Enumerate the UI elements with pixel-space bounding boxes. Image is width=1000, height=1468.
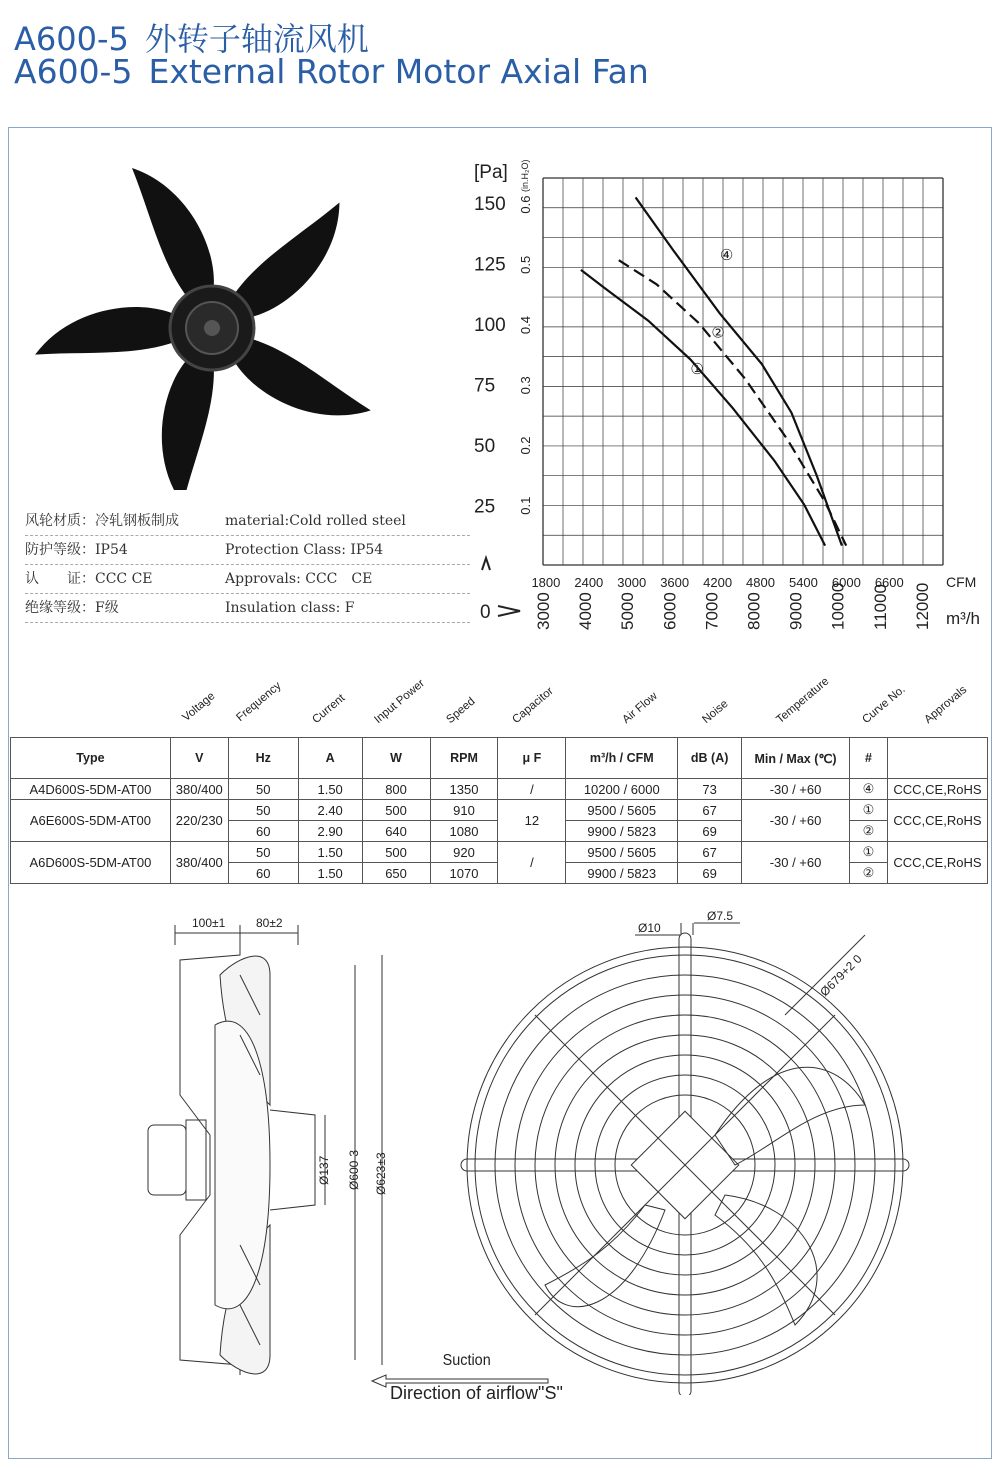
fan-photo (30, 160, 380, 490)
cell-type: A6D600S-5DM-AT00 (11, 842, 171, 884)
cell-db: 67 (678, 800, 742, 821)
unit-uf: μ F (498, 738, 566, 779)
cell-a: 1.50 (298, 863, 362, 884)
cell-appr: CCC,CE,RoHS (887, 842, 987, 884)
series-label: ④ (719, 247, 734, 265)
unit-hz: Hz (228, 738, 298, 779)
cell-rpm: 910 (430, 800, 498, 821)
x-m3h-tick-label: 5000 (618, 592, 638, 630)
x-m3h-tick-label: 12000 (912, 582, 932, 630)
y2-tick-label: 0.6 (518, 195, 533, 214)
unit-temp: Min / Max (℃) (742, 738, 850, 779)
cell-flow: 9500 / 5605 (566, 800, 678, 821)
header-speed: Speed (444, 695, 478, 726)
x-axis-arrow (498, 606, 520, 616)
x-m3h-tick-label: 9000 (786, 592, 806, 630)
x-m3h-tick-label: 8000 (744, 592, 764, 630)
cell-appr: CCC,CE,RoHS (887, 779, 987, 800)
airflow-label: Direction of airflow"S" (390, 1383, 563, 1403)
cell-w: 800 (362, 779, 430, 800)
cell-rpm: 920 (430, 842, 498, 863)
cell-curve: ② (849, 821, 887, 842)
unit-curve: # (849, 738, 887, 779)
unit-db: dB (A) (678, 738, 742, 779)
cell-a: 1.50 (298, 779, 362, 800)
dim-100: 100±1 (192, 916, 226, 930)
header-air-flow: Air Flow (620, 690, 660, 726)
y-tick-label: 0 (480, 602, 491, 623)
series-label: ② (711, 324, 725, 342)
dim-80: 80±2 (256, 916, 283, 930)
title-en: A600-5 External Rotor Motor Axial Fan (14, 52, 649, 91)
x-m3h-unit-label: m³/h (946, 609, 980, 628)
front-view-drawing (455, 905, 935, 1395)
header-capacitor: Capacitor (510, 685, 556, 726)
x-cfm-tick-label: 5400 (788, 575, 818, 590)
y2-tick-label: 0.4 (518, 316, 533, 335)
cell-rpm: 1080 (430, 821, 498, 842)
y-axis-arrow (482, 558, 490, 570)
x-cfm-tick-label: 3600 (660, 575, 690, 590)
y-tick-label: 150 (474, 194, 506, 216)
x-cfm-tick-label: 4800 (746, 575, 775, 590)
header-frequency: Frequency (234, 679, 284, 724)
header-curve-no: Curve No. (860, 683, 908, 726)
dim-137: Ø137 (317, 1155, 331, 1185)
cell-temp: -30 / +60 (742, 779, 850, 800)
cell-type: A4D600S-5DM-AT00 (11, 779, 171, 800)
cell-db: 69 (678, 821, 742, 842)
header-current: Current (310, 692, 348, 726)
cell-w: 500 (362, 842, 430, 863)
cell-appr: CCC,CE,RoHS (887, 800, 987, 842)
table-row (11, 800, 988, 821)
y-tick-label: 125 (474, 254, 506, 276)
unit-type: Type (11, 738, 171, 779)
table-row (11, 842, 988, 863)
spec-row-material: 风轮材质：冷轧钢板制成 material:Cold rolled steel (25, 507, 470, 536)
y2-tick-label: 0.2 (518, 436, 533, 455)
side-view-drawing (130, 905, 430, 1425)
x-cfm-tick-label: 2400 (574, 575, 604, 590)
series-label: ① (690, 360, 704, 378)
dim-10: Ø10 (638, 921, 661, 935)
cell-curve: ② (849, 863, 887, 884)
cell-cap: / (498, 779, 566, 800)
x-cfm-unit-label: CFM (946, 574, 977, 590)
y2-tick-label: 0.3 (518, 376, 533, 395)
y2-tick-label: 0.1 (518, 496, 533, 515)
header-input-power: Input Power (372, 677, 428, 726)
cell-a: 1.50 (298, 842, 362, 863)
dim-7-5: Ø7.5 (707, 909, 734, 923)
unit-flow: m³/h / CFM (566, 738, 678, 779)
cell-db: 69 (678, 863, 742, 884)
y-tick-label: 50 (474, 436, 496, 458)
x-m3h-tick-label: 6000 (660, 592, 680, 630)
y-tick-label: 25 (474, 496, 496, 518)
cell-cap: / (498, 842, 566, 884)
dim-600: Ø600-3 (347, 1149, 361, 1190)
cell-hz: 50 (228, 842, 298, 863)
x-m3h-tick-label: 11000 (870, 583, 890, 630)
cell-a: 2.40 (298, 800, 362, 821)
dim-679: Ø679+2 0 (817, 951, 865, 1000)
cell-hz: 50 (228, 800, 298, 821)
table-row (11, 779, 988, 800)
x-cfm-tick-label: 6600 (874, 575, 904, 590)
cell-curve: ① (849, 800, 887, 821)
x-cfm-tick-label: 1800 (531, 575, 561, 590)
header-voltage: Voltage (180, 690, 218, 724)
cell-hz: 60 (228, 863, 298, 884)
title-cn: A600-5 外转子轴流风机 (14, 20, 369, 58)
suction-label-html: Suction (442, 1352, 491, 1369)
header-noise: Noise (700, 697, 731, 726)
unit-v: V (170, 738, 228, 779)
cell-temp: -30 / +60 (742, 800, 850, 842)
cell-cap: 12 (498, 800, 566, 842)
cell-a: 2.90 (298, 821, 362, 842)
cell-voltage: 380/400 (170, 842, 228, 884)
cell-curve: ① (849, 842, 887, 863)
y-tick-label: 100 (474, 315, 506, 337)
cell-flow: 10200 / 6000 (566, 779, 678, 800)
cell-w: 640 (362, 821, 430, 842)
x-m3h-tick-label: 3000 (534, 592, 553, 630)
cell-flow: 9900 / 5823 (566, 821, 678, 842)
unit-appr (887, 738, 987, 779)
x-cfm-tick-label: 6000 (831, 575, 861, 590)
cell-flow: 9500 / 5605 (566, 842, 678, 863)
units-row (11, 738, 988, 779)
spec-row-approvals: 认 证：CCC CE Approvals: CCC CE (25, 565, 470, 594)
spec-table (10, 737, 988, 884)
cell-w: 500 (362, 800, 430, 821)
x-cfm-tick-label: 3000 (617, 575, 647, 590)
header-approvals: Approvals (922, 683, 970, 726)
cell-hz: 50 (228, 779, 298, 800)
cell-rpm: 1070 (430, 863, 498, 884)
cell-voltage: 220/230 (170, 800, 228, 842)
x-m3h-tick-label: 10000 (828, 582, 848, 630)
x-cfm-tick-label: 4200 (703, 575, 733, 590)
y-unit-label: [Pa] (474, 162, 508, 183)
cell-temp: -30 / +60 (742, 842, 850, 884)
spec-row-protection: 防护等级：IP54 Protection Class: IP54 (25, 536, 470, 565)
spec-row-insulation: 绝缘等级：F级 Insulation class: F (25, 594, 470, 623)
unit-a: A (298, 738, 362, 779)
y-tick-label: 75 (474, 375, 496, 397)
cell-rpm: 1350 (430, 779, 498, 800)
cell-voltage: 380/400 (170, 779, 228, 800)
performance-chart (460, 150, 990, 650)
cell-flow: 9900 / 5823 (566, 863, 678, 884)
series-line (619, 260, 846, 545)
cell-curve: ④ (849, 779, 887, 800)
cell-w: 650 (362, 863, 430, 884)
dim-623: Ø623±3 (374, 1152, 388, 1195)
x-m3h-tick-label: 4000 (576, 592, 596, 630)
cell-db: 67 (678, 842, 742, 863)
unit-w: W (362, 738, 430, 779)
header-temperature: Temperature (774, 675, 832, 726)
cell-type: A6E600S-5DM-AT00 (11, 800, 171, 842)
x-m3h-tick-label: 7000 (702, 592, 722, 630)
y2-unit-label: (in.H₂O) (520, 159, 530, 192)
y2-tick-label: 0.5 (518, 255, 533, 274)
cell-db: 73 (678, 779, 742, 800)
cell-hz: 60 (228, 821, 298, 842)
unit-rpm: RPM (430, 738, 498, 779)
